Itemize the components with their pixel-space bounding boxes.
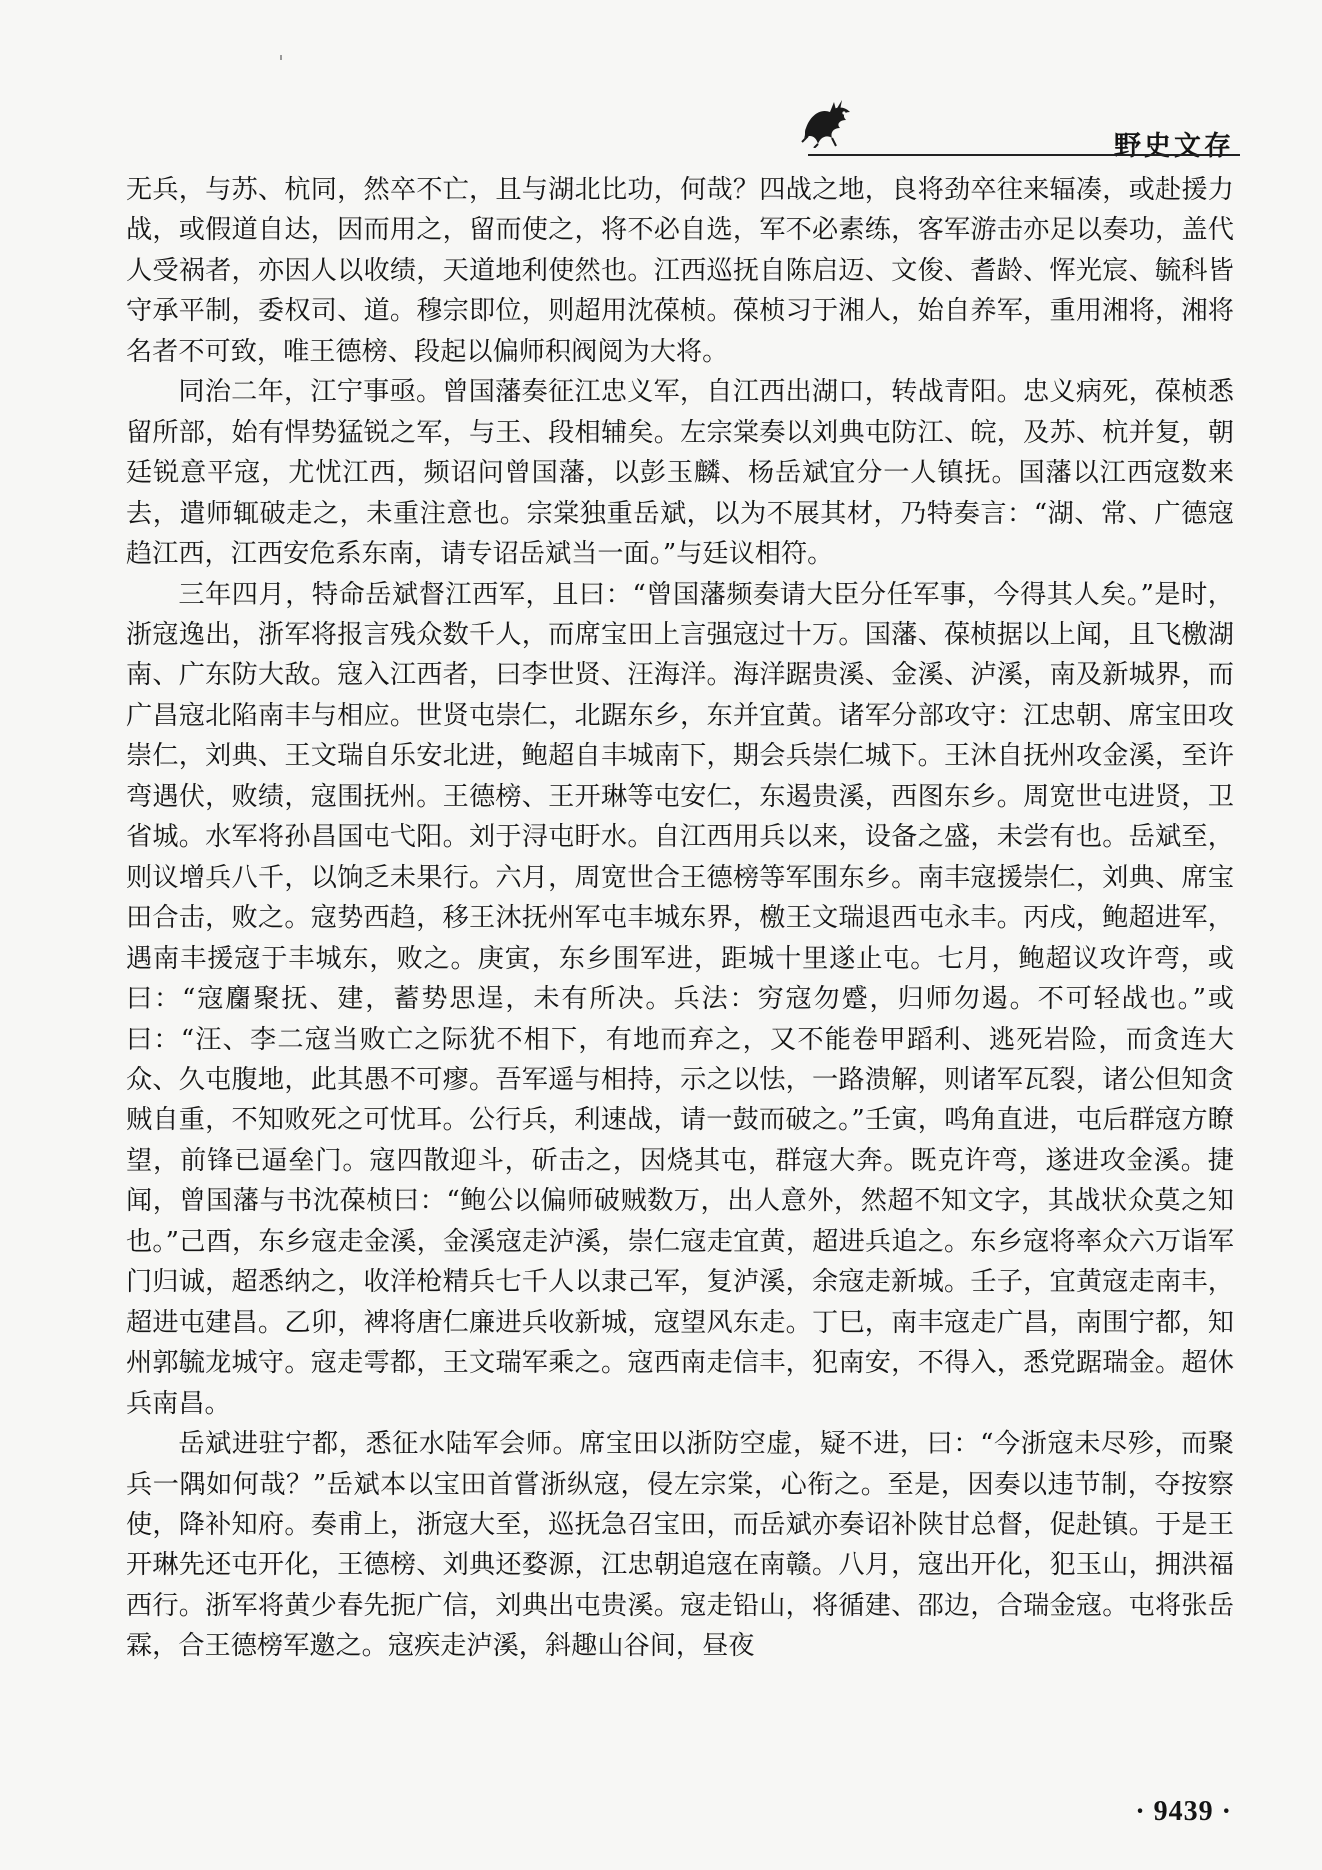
paragraph: 三年四月，特命岳斌督江西军，且曰：“曾国藩频奏请大臣分任军事，今得其人矣。”是时，浙寇逸出，浙军将报言残众数千人，而席宝田上言强寇过十万。国藩、葆桢据以上闻，且飞檄湖南、广东防大敌。寇入江西者，曰李世贤、汪海洋。海洋踞贵溪、金溪、泸溪，南及新城界，而广昌寇北陷南丰与相应。世贤屯崇仁，北踞东乡，东并宜黄。诸军分部攻守：江忠朝、席宝田攻崇仁，刘典、王文瑞自乐安北进，鲍超自丰城南下，期会兵崇仁城下。王沐自抚州攻金溪，至许弯遇伏，败绩，寇围抚州。王德榜、王开琳等屯安仁，东遏贵溪，西图东乡。周宽世屯进贤，卫省城。水军将孙昌国屯弋阳。刘于浔屯盱水。自江西用兵以来，设备之盛，未尝有也。岳斌至，则议增兵八千，以饷乏未果行。六月，周宽世合王德榜等军围东乡。南丰寇援崇仁，刘典、席宝田合击，败之。寇势西趋，移王沐抚州军屯丰城东界，檄王文瑞退西屯永丰。丙戌，鲍超进军，遇南丰援寇于丰城东，败之。庚寅，东乡围军进，距城十里遂止屯。七月，鲍超议攻许弯，或曰：“寇麕聚抚、建，蓄势思逞，未有所决。兵法：穷寇勿蹙，归师勿遏。不可轻战也。”或曰：“汪、李二寇当败亡之际犹不相下，有地而弃之，又不能卷甲蹈利、逃死岩险，而贪连大众、久屯腹地，此其愚不可瘳。吾军遥与相持，示之以怯，一路溃解，则诸军瓦裂，诸公但知贪贼自重，不知败死之可忧耳。公行兵，利速战，请一鼓而破之。”壬寅，鸣角直进，屯后群寇方瞭望，前锋已逼垒门。寇四散迎斗，斫击之，因烧其屯，群寇大奔。既克许弯，遂进攻金溪。捷闻，曾国藩与书沈葆桢曰：“鲍公以偏师破贼数万，出人意外，然超不知文字，其战状众莫之知也。”己酉，东乡寇走金溪，金溪寇走泸溪，崇仁寇走宜黄，超进兵追之。东乡寇将率众六万诣军门归诚，超悉纳之，收洋枪精兵七千人以隶己军，复泸溪，余寇走新城。壬子，宜黄寇走南丰，超进屯建昌。乙卯，裨将唐仁廉进兵收新城，寇望风东走。丁巳，南丰寇走广昌，南围宁都，知州郭毓龙城守。寇走雩都，王文瑞军乘之。寇西南走信丰，犯南安，不得入，悉党踞瑞金。超休兵南昌。: [126, 579, 1234, 1419]
page-number: · 9439 ·: [1135, 1796, 1232, 1827]
header-divider: [808, 154, 1240, 156]
series-title: 野史文存: [1114, 131, 1234, 162]
scan-mark: [280, 55, 282, 60]
paragraph: 同治二年，江宁事亟。曾国藩奏征江忠义军，自江西出湖口，转战青阳。忠义病死，葆桢悉留所部，始有悍势猛锐之军，与王、段相辅矣。左宗棠奏以刘典屯防江、皖，及苏、杭并复，朝廷锐意平寇，尤忧江西，频诏问曾国藩，以彭玉麟、杨岳斌宜分一人镇抚。国藩以江西寇数来去，遣师辄破走之，未重注意也。宗棠独重岳斌，以为不展其材，乃特奏言：“湖、常、广德寇趋江西，江西安危系东南，请专诏岳斌当一面。”与廷议相符。: [126, 377, 1234, 570]
paragraph: 岳斌进驻宁都，悉征水陆军会师。席宝田以浙防空虚，疑不进，曰：“今浙寇未尽殄，而聚兵一隅如何哉？”岳斌本以宝田首嘗浙纵寇，侵左宗棠，心衔之。至是，因奏以违节制，夺按察使，降补知府。奏甫上，浙寇大至，巡抚急召宝田，而岳斌亦奏诏补陕甘总督，促赴镇。于是王开琳先还屯开化，王德榜、刘典还婺源，江忠朝追寇在南赣。八月，寇出开化，犯玉山，拥洪福西行。浙军将黄少春先扼广信，刘典出屯贵溪。寇走铅山，将循建、邵边，合瑞金寇。屯将张岳霖，合王德榜军邀之。寇疾走泸溪，斜趣山谷间，昼夜: [126, 1429, 1234, 1662]
dragon-emblem-icon: [800, 98, 856, 148]
body-text: [126, 170, 1234, 1770]
paragraph: 无兵，与苏、杭同，然卒不亡，且与湖北比功，何哉？四战之地，良将劲卒往来辐凑，或赴援力战，或假道自达，因而用之，留而使之，将不必自选，军不必素练，客军游击亦足以奏功，盖代人受祸者，亦因人以收绩，天道地利使然也。江西巡抚自陈启迈、文俊、耆龄、恽光宸、毓科皆守承平制，委权司、道。穆宗即位，则超用沈葆桢。葆桢习于湘人，始自养军，重用湘将，湘将名者不可致，唯王德榜、段起以偏师积阀阅为大将。: [126, 175, 1234, 367]
page-header: [0, 0, 1322, 162]
